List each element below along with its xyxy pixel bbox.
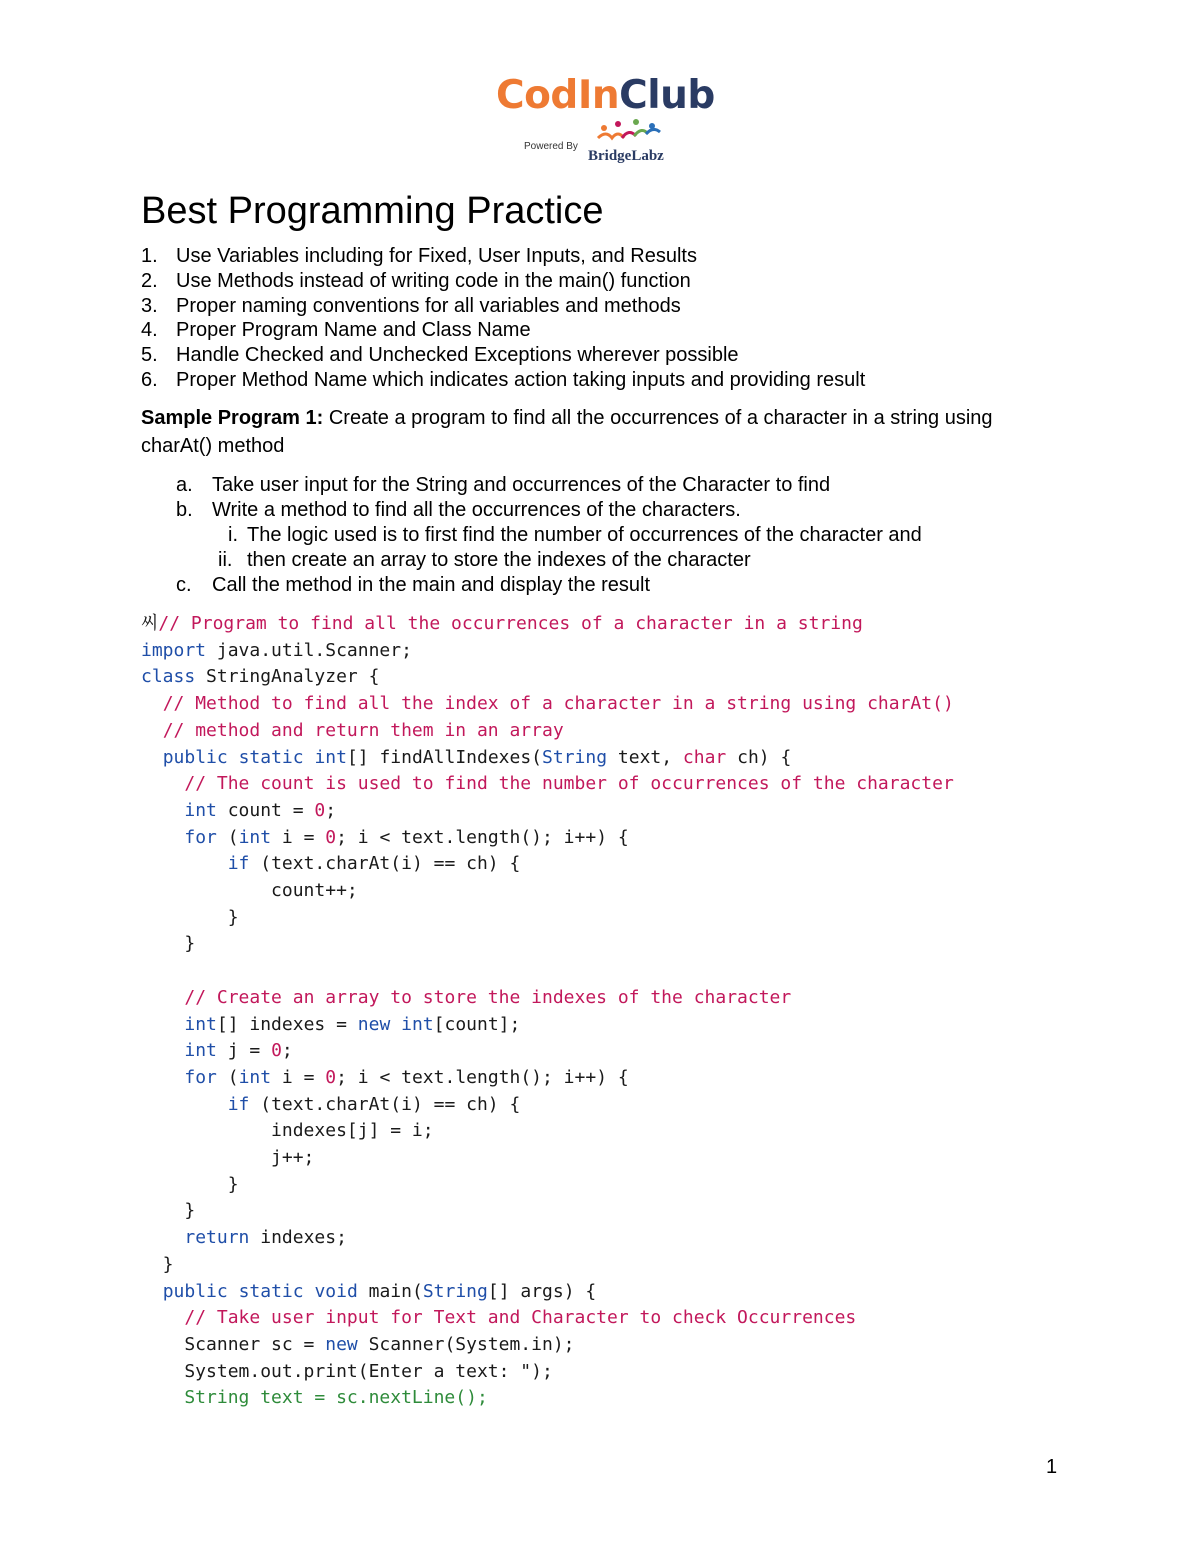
bridgelabz-wordmark: BridgeLabz xyxy=(588,148,664,164)
code-line: public static int[] findAllIndexes(String text, char ch) { xyxy=(162,746,792,768)
step-text: Call the method in the main and display the result xyxy=(212,574,651,596)
code-line: } xyxy=(141,1253,174,1275)
code-prefix-glyph: 씨 xyxy=(141,613,159,634)
code-line: // The count is used to find the number of occurrences of the character xyxy=(184,773,954,795)
step-marker: a. xyxy=(176,474,193,496)
code-line: import java.util.Scanner; xyxy=(141,639,412,661)
step-marker: b. xyxy=(176,499,193,521)
list-text: Proper Method Name which indicates action taking inputs and providing result xyxy=(176,368,866,391)
list-text: Use Variables including for Fixed, User Inputs, and Results xyxy=(176,245,697,267)
sample-program-label: Sample Program 1: xyxy=(141,407,324,429)
code-line: public static void main(String[] args) { xyxy=(162,1280,597,1302)
bridgelabz-logo-icon xyxy=(596,118,666,148)
logo-wordmark xyxy=(496,74,715,118)
page-number: 1 xyxy=(1046,1456,1058,1478)
sample-program-description xyxy=(141,404,1021,460)
code-line: for (int i = 0; i < text.length(); i++) { xyxy=(184,1066,629,1088)
powered-by-label: Powered By xyxy=(524,141,578,152)
code-line: 씨// Program to find all the occurrences of a character in a string xyxy=(141,613,863,634)
list-number: 5. xyxy=(141,344,158,367)
logo-word-part1: CodIn xyxy=(496,73,620,118)
list-number: 4. xyxy=(141,319,158,342)
code-line: } xyxy=(141,906,239,928)
code-line: } xyxy=(141,1200,196,1222)
code-line: indexes[j] = i; xyxy=(141,1120,434,1142)
page-title: Best Programming Practice xyxy=(141,190,604,232)
code-line: // method and return them in an array xyxy=(162,719,564,741)
step-marker: ii. xyxy=(218,549,233,571)
code-line: class StringAnalyzer { xyxy=(141,666,380,688)
code-line: } xyxy=(141,933,196,955)
code-line: System.out.print(Enter a text: "); xyxy=(141,1360,553,1382)
code-line: j++; xyxy=(141,1147,315,1168)
list-number: 1. xyxy=(141,245,158,267)
list-text: Handle Checked and Unchecked Exceptions wherever possible xyxy=(176,344,739,367)
code-line: if (text.charAt(i) == ch) { xyxy=(227,1093,521,1115)
step-text: Take user input for the String and occurrences of the Character to find xyxy=(212,474,831,496)
codinclub-logo xyxy=(496,73,715,174)
code-line: for (int i = 0; i < text.length(); i++) { xyxy=(184,826,629,848)
code-line: return indexes; xyxy=(184,1227,347,1249)
list-text: Use Methods instead of writing code in the main() function xyxy=(176,269,691,292)
code-line: int j = 0; xyxy=(184,1040,293,1062)
code-line: if (text.charAt(i) == ch) { xyxy=(227,853,521,875)
code-line: } xyxy=(141,1173,239,1195)
code-line: int count = 0; xyxy=(184,799,337,821)
list-number: 3. xyxy=(141,294,158,317)
sample-program-text: Create a program to find all the occurrences of a character in a string using charAt() method xyxy=(141,407,993,457)
step-text: The logic used is to first find the number of occurrences of the character and xyxy=(247,524,922,546)
code-line: // Method to find all the index of a character in a string using charAt() xyxy=(162,693,954,715)
step-text: Write a method to find all the occurrences of the characters. xyxy=(212,499,741,521)
step-marker: c. xyxy=(176,574,192,596)
logo-word-part2: Club xyxy=(619,73,715,118)
list-text: Proper naming conventions for all variables and methods xyxy=(176,294,681,317)
code-line: count++; xyxy=(141,880,358,901)
list-number: 2. xyxy=(141,269,158,292)
list-text: Proper Program Name and Class Name xyxy=(176,319,531,342)
step-text: then create an array to store the indexes of the character xyxy=(247,549,751,571)
code-line: int[] indexes = new int[count]; xyxy=(184,1013,521,1035)
code-line: String text = sc.nextLine(); xyxy=(141,1387,488,1409)
code-line: // Create an array to store the indexes of the character xyxy=(184,986,792,1008)
step-marker: i. xyxy=(228,524,238,546)
code-line: // Take user input for Text and Character to check Occurrences xyxy=(184,1307,857,1329)
code-line: Scanner sc = new Scanner(System.in); xyxy=(141,1333,575,1355)
list-number: 6. xyxy=(141,368,158,391)
